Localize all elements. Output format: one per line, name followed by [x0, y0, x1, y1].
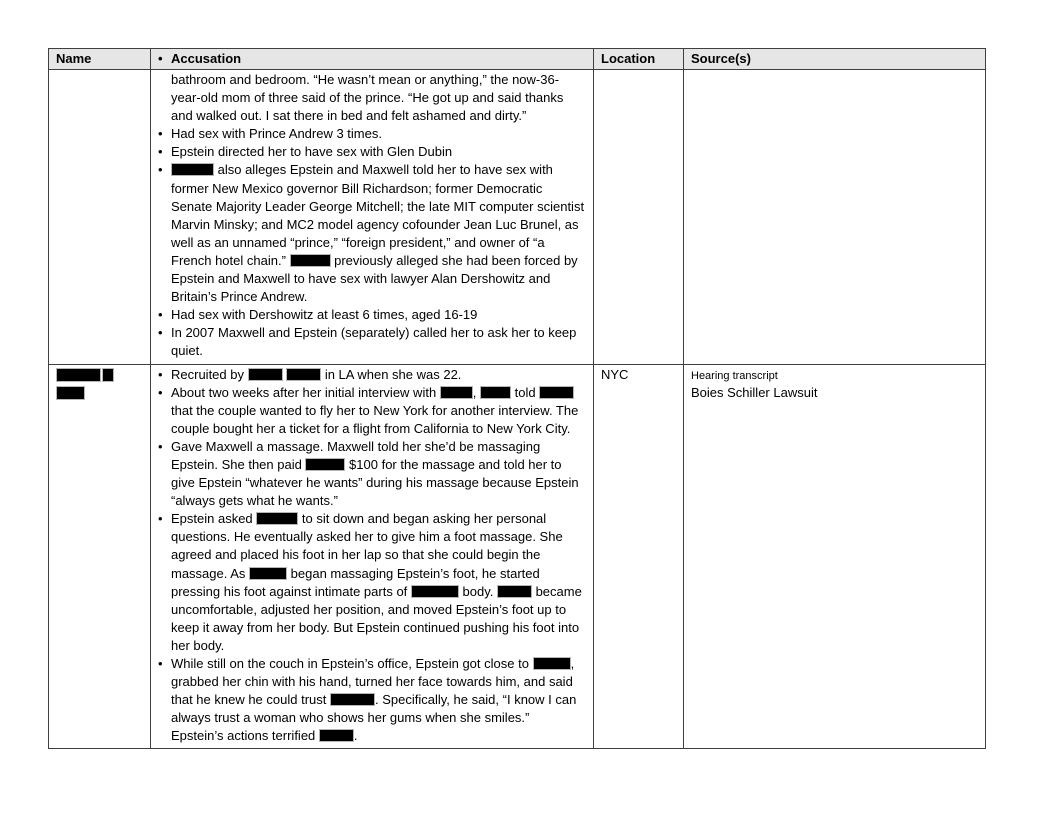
accusation-bullet-item [158, 324, 585, 360]
redaction-bar [249, 567, 287, 580]
text-segment: body. [458, 583, 497, 599]
header-location-label: Location [601, 51, 656, 66]
bullet-icon: • [158, 126, 163, 142]
accusation-bullet-item [158, 438, 585, 510]
accusation-bullet-item [158, 655, 585, 745]
accusation-bullet-item [158, 384, 585, 438]
bullet-icon: • [158, 656, 163, 671]
redaction-bar [290, 254, 331, 267]
redaction-bar [539, 386, 574, 399]
text-segment: that the couple wanted to fly her to New York for another interview. The couple bought her a ticket for a flight from California to New York City. [171, 402, 579, 436]
bullet-icon: • [158, 144, 163, 160]
redaction-bar [286, 368, 321, 381]
redaction-bar [256, 512, 298, 525]
text-segment: Epstein directed her to have sex with Glen Dubin [171, 144, 453, 160]
text-segment: Had sex with Dershowitz at least 6 times, aged 16-19 [171, 307, 478, 323]
redaction-bar [330, 693, 375, 706]
text-segment: $100 for the massage and told her to give Epstein “whatever he wants” during his massage because Epstein “always gets what he wants.” [171, 456, 579, 509]
text-segment: . Specifically, he said, “I know I can always trust a woman who shows her gums when she smiles.” Epstein’s actions terrified [171, 692, 577, 744]
redaction-line [56, 366, 142, 384]
redaction-bar [248, 368, 283, 381]
bullet-icon: • [158, 384, 163, 400]
redaction-bar [480, 386, 511, 399]
name-cell [49, 364, 151, 749]
header-name [49, 49, 151, 70]
bullet-icon: • [158, 325, 163, 341]
sources-cell [684, 364, 986, 749]
location-cell [594, 364, 684, 749]
table-row [49, 364, 986, 749]
text-segment: Had sex with Prince Andrew 3 times. [171, 126, 382, 142]
accusation-cell [151, 70, 594, 365]
text-segment: Gave Maxwell a massage. Maxwell told her she’d be massaging Epstein. She then paid [171, 438, 541, 472]
bullet-icon: • [158, 162, 163, 178]
redaction-bar [533, 657, 571, 670]
header-accusation-label: Accusation [171, 51, 242, 66]
sources-cell [684, 70, 986, 365]
redaction-bar [411, 585, 459, 598]
redaction-bar [56, 368, 101, 382]
redaction-bar [440, 386, 473, 399]
text-segment: in LA when she was 22. [321, 366, 462, 382]
redaction-bar [305, 458, 345, 471]
text-segment: While still on the couch in Epstein’s office, Epstein got close to [171, 656, 533, 671]
location-cell [594, 70, 684, 365]
header-sources [684, 49, 986, 70]
header-sources-label: Source(s) [691, 51, 751, 66]
redaction-bar [102, 368, 114, 382]
text-segment: began massaging Epstein’s foot, he started pressing his foot against intimate parts of [171, 565, 540, 599]
table-row [49, 70, 986, 365]
bullet-icon: • [158, 366, 163, 382]
text-segment: bathroom and bedroom. “He wasn’t mean or anything,” the now-36-year-old mom of three said of the prince. “He got up and said thanks and walked out. I sat there in bed and felt ashamed and dirty.” [171, 72, 564, 124]
header-row [49, 49, 986, 70]
redaction-line [56, 384, 142, 402]
location-value: NYC [601, 366, 629, 382]
text-segment: Epstein asked [171, 511, 257, 527]
header-location [594, 49, 684, 70]
text-segment: . [353, 728, 358, 744]
text-segment: became uncomfortable, adjusted her position, and moved Epstein’s foot up to keep it away from her body. But Epstein continued pushing his foot into her body. [171, 583, 582, 653]
text-segment: , [472, 384, 481, 400]
text-segment: , grabbed her chin with his hand, turned her face towards him, and said that he knew he could trust [171, 656, 575, 708]
header-name-label: Name [56, 51, 92, 66]
accusation-bullet-item [158, 143, 585, 161]
bullet-icon: • [158, 51, 163, 66]
accusation-bullet-item [158, 161, 585, 306]
bullet-icon: • [158, 438, 163, 454]
bullet-icon: • [158, 511, 163, 527]
accusation-bullet-item [158, 125, 585, 143]
source-item: Boies Schiller Lawsuit [691, 384, 818, 400]
text-segment: to sit down and began asking her personal questions. He eventually asked her to give him a foot massage. She agreed and placed his foot in her lap so that she could begin the massage. As [171, 511, 563, 581]
text-segment: Recruited by [171, 366, 248, 382]
text-segment: previously alleged she had been forced by Epstein and Maxwell to have sex with lawyer Alan Dershowitz and Britain’s Prince Andrew. [171, 252, 578, 305]
accusation-cell [151, 364, 594, 749]
name-cell [49, 70, 151, 365]
redaction-bar [171, 163, 214, 176]
redaction-bar [319, 729, 354, 742]
accusation-continuation [158, 71, 585, 125]
source-item: Hearing transcript [691, 369, 778, 382]
text-segment: About two weeks after her initial interview with [171, 384, 440, 400]
bullet-icon: • [158, 307, 163, 323]
accusation-bullet-item [158, 510, 585, 655]
text-segment: also alleges Epstein and Maxwell told her to have sex with former New Mexico governor Bill Richardson; former Democratic Senate Majority Leader George Mitchell; the late MIT computer scientist Marvin Minsky; and MC2 model agency cofounder Jean Luc Brunel, as well as an unnamed “prince,” “foreign president,” and owner of “a French hotel chain.” [171, 162, 585, 268]
accusation-bullet-item [158, 366, 585, 384]
table-body [49, 70, 986, 749]
redaction-bar [56, 386, 85, 400]
redaction-bar [497, 585, 532, 598]
accusation-table [48, 48, 986, 749]
text-segment: In 2007 Maxwell and Epstein (separately) called her to ask her to keep quiet. [171, 325, 577, 359]
text-segment: told [511, 384, 540, 400]
accusation-bullet-item [158, 306, 585, 324]
header-accusation [151, 49, 594, 70]
